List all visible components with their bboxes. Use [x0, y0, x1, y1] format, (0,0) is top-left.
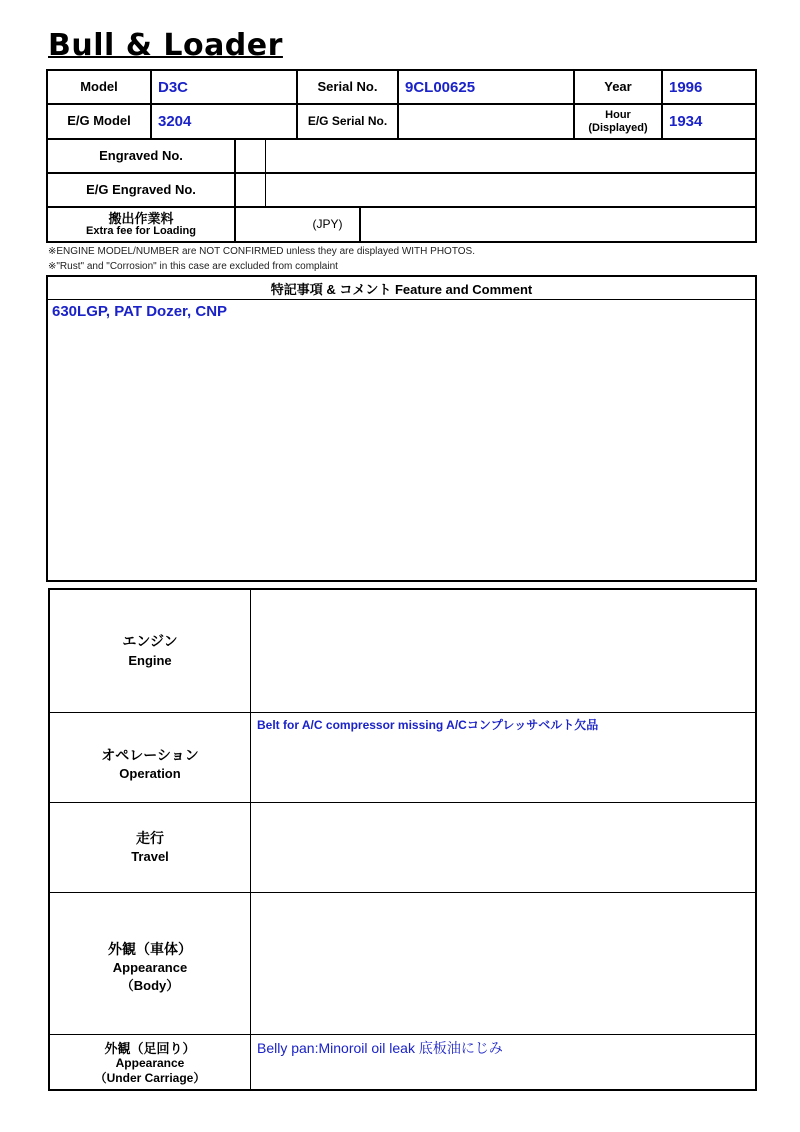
eg-model-value: 3204 [158, 113, 192, 130]
eg-model-label: E/G Model [67, 113, 131, 129]
page-title: Bull & Loader [48, 28, 283, 63]
year-value: 1996 [669, 78, 703, 96]
fee-label [48, 208, 234, 241]
engine-row-label [50, 590, 250, 712]
appearance-undercarriage-value: Belly pan:Minoroil oil leak 底板油にじみ [257, 1040, 503, 1056]
fee-label-en: Extra fee for Loading [85, 224, 197, 237]
fee-label-jp: 搬出作業料 [108, 210, 174, 226]
travel-label-jp: 走行 [136, 829, 164, 846]
hour-value: 1934 [669, 113, 703, 130]
feature-text: 630LGP, PAT Dozer, CNP [52, 303, 228, 320]
engine-label-jp: エンジン [122, 633, 178, 650]
appearance-undercarriage-label-en: Appearance [115, 1056, 185, 1071]
model-label: Model [80, 78, 118, 94]
engine-label-en: Engine [128, 652, 172, 668]
appearance-undercarriage-label-jp: 外観（足回り） [104, 1040, 196, 1056]
operation-value: Belt for A/C compressor missing A/Cコンプレッサベルト欠品 [257, 718, 599, 732]
travel-label-en: Travel [131, 849, 169, 865]
eg-serial-label: E/G Serial No. [307, 113, 388, 128]
travel-row-label [50, 803, 250, 892]
hour-label [575, 105, 661, 138]
appearance-body-label-en2: （Body） [120, 978, 180, 994]
appearance-undercarriage-label-en2: （Under Carriage） [94, 1070, 206, 1085]
hour-label-line2: (Displayed) [588, 121, 648, 134]
appearance-body-label-en: Appearance [112, 960, 188, 976]
fee-currency: (JPY) [312, 216, 343, 231]
feature-header: 特記事項 & コメント Feature and Comment [48, 277, 755, 300]
appearance-body-label-jp: 外観（車体） [108, 940, 192, 957]
hour-label-line1: Hour [605, 109, 631, 122]
feature-box [46, 275, 757, 582]
operation-label-en: Operation [119, 766, 181, 782]
appearance-body-row-label [50, 893, 250, 1034]
year-label: Year [604, 78, 632, 94]
appearance-undercarriage-row-label [50, 1035, 250, 1091]
note-engine: ※ENGINE MODEL/NUMBER are NOT CONFIRMED unless they are displayed WITH PHOTOS. [48, 246, 475, 257]
serial-label: Serial No. [317, 78, 378, 94]
operation-label-jp: オペレーション [101, 746, 199, 763]
eg-engraved-label: E/G Engraved No. [86, 181, 196, 197]
serial-value: 9CL00625 [405, 78, 476, 96]
operation-row-label [50, 713, 250, 802]
eg-serial-value [399, 105, 573, 138]
note-rust: ※"Rust" and "Corrosion" in this case are excluded from complaint [48, 261, 338, 272]
engraved-label: Engraved No. [99, 147, 183, 163]
model-value: D3C [158, 78, 189, 96]
